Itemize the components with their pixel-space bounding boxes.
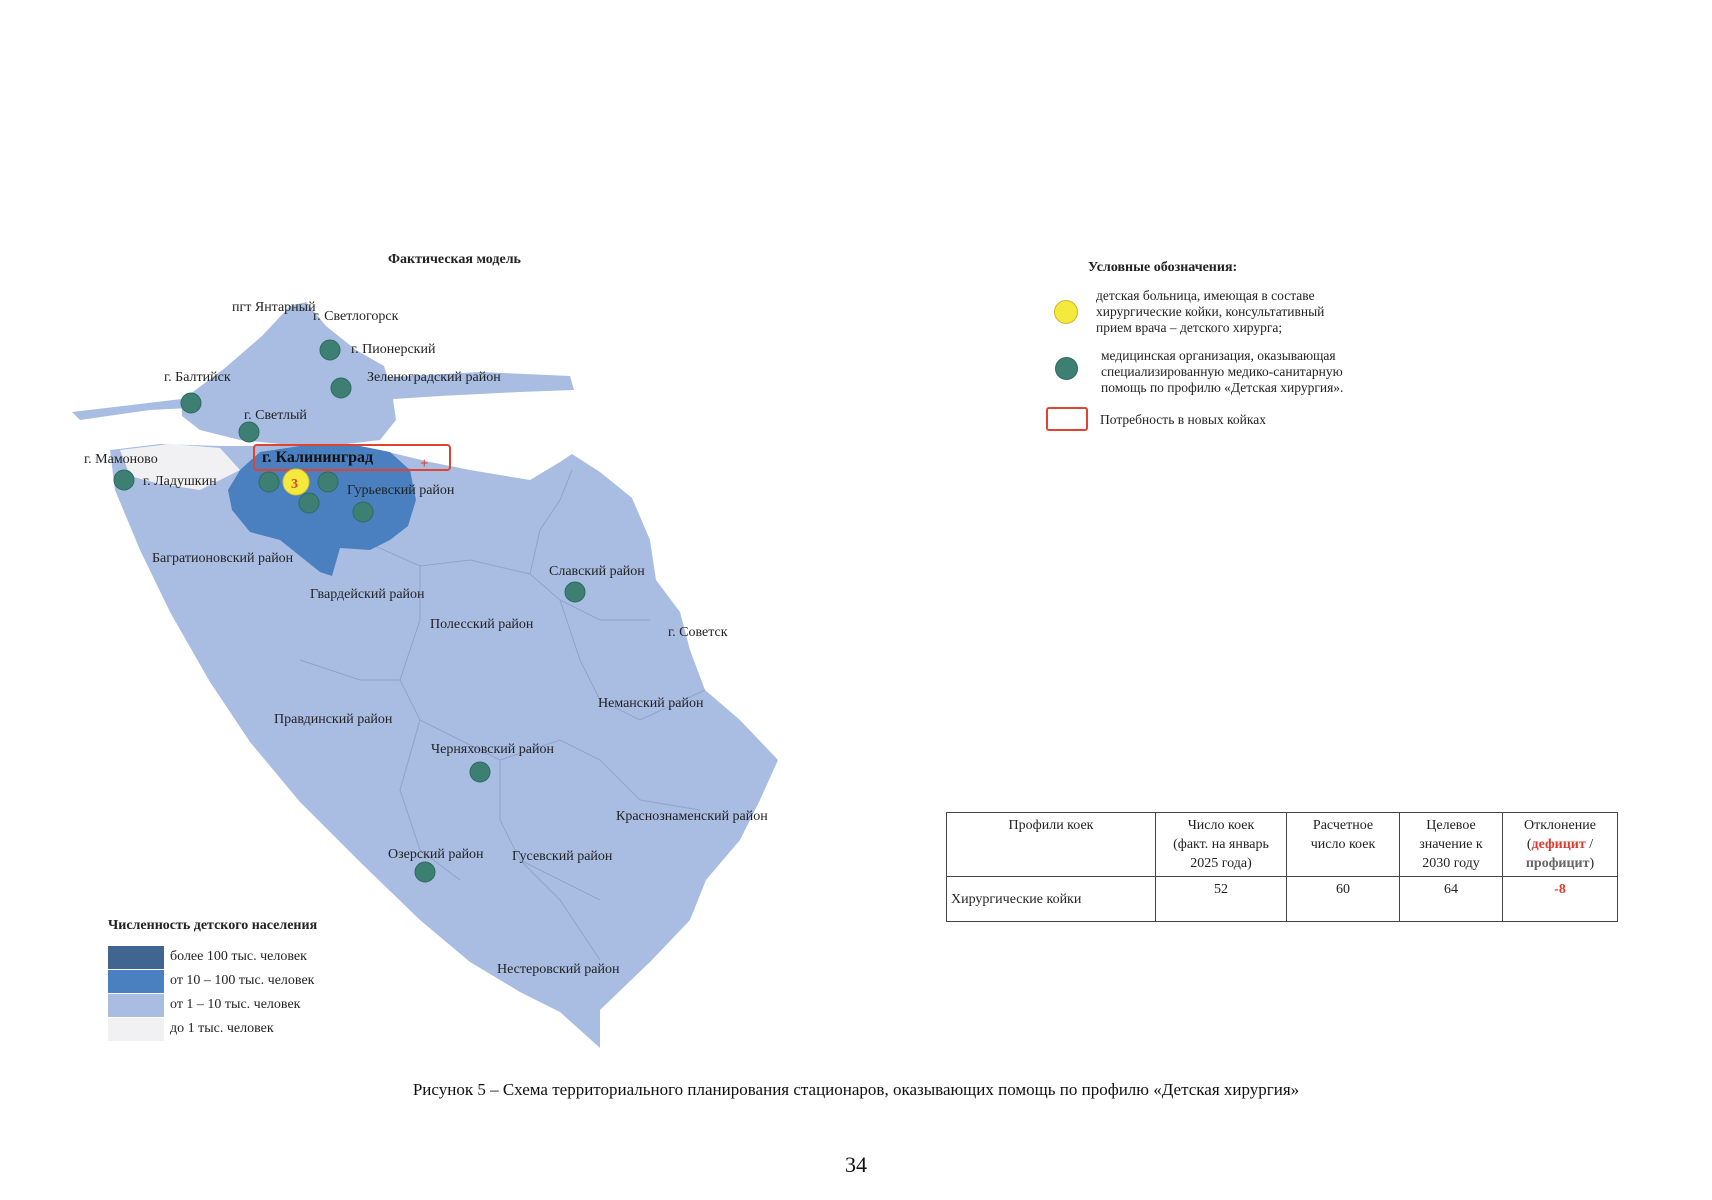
header-profile: Профили коек bbox=[947, 813, 1156, 877]
population-swatch bbox=[108, 946, 164, 969]
legend-org-text bbox=[1101, 348, 1343, 396]
beds-table-header bbox=[947, 813, 1618, 877]
population-label: до 1 тыс. человек bbox=[170, 1021, 274, 1036]
figure-caption: Рисунок 5 – Схема территориального планирования стационаров, оказывающих помощь по профилю «Детская хирургия» bbox=[412, 1080, 1300, 1099]
header-calc: Расчетное число коек bbox=[1287, 813, 1400, 877]
legend-org-dot bbox=[1055, 357, 1078, 380]
label-sovetsk: г. Советск bbox=[668, 625, 728, 640]
population-label: от 10 – 100 тыс. человек bbox=[170, 973, 315, 988]
cell-deviation: -8 bbox=[1503, 877, 1618, 922]
label-svetly: г. Светлый bbox=[244, 408, 307, 423]
cell-calc: 60 bbox=[1287, 877, 1400, 922]
legend-hospital-text bbox=[1096, 288, 1324, 336]
label-polessky: Полесский район bbox=[430, 617, 534, 632]
label-kaliningrad: г. Калининград bbox=[262, 449, 374, 466]
label-svetlogorsk: г. Светлогорск bbox=[313, 309, 399, 324]
population-swatch bbox=[108, 994, 164, 1017]
org-dot-pionersky bbox=[320, 340, 340, 360]
kaliningrad-need-mark: + bbox=[420, 456, 429, 472]
org-dot-kaliningrad-2 bbox=[318, 472, 338, 492]
legend-hospital-line3: прием врача – детского хирурга; bbox=[1096, 320, 1283, 335]
org-dot-mamonovo bbox=[114, 470, 134, 490]
legend-need-box bbox=[1046, 407, 1088, 431]
label-guryevsky: Гурьевский район bbox=[347, 483, 455, 498]
label-krasnoznamensky: Краснознаменский район bbox=[616, 809, 768, 824]
legend-title: Условные обозначения: bbox=[1088, 260, 1238, 275]
population-legend-item bbox=[108, 1018, 468, 1042]
label-baltiysk: г. Балтийск bbox=[164, 370, 231, 385]
population-label: от 1 – 10 тыс. человек bbox=[170, 997, 301, 1012]
label-gusevsky: Гусевский район bbox=[512, 849, 613, 864]
label-ladushkin: г. Ладушкин bbox=[143, 474, 217, 489]
label-gvardeysky: Гвардейский район bbox=[310, 587, 425, 602]
legend-hospital-dot bbox=[1054, 300, 1078, 324]
org-dot-kaliningrad-1 bbox=[259, 472, 279, 492]
label-mamonovo: г. Мамоново bbox=[84, 452, 158, 467]
page-number: 34 bbox=[845, 1152, 867, 1177]
cell-actual: 52 bbox=[1156, 877, 1287, 922]
legend-need-text: Потребность в новых койках bbox=[1100, 412, 1266, 427]
table-row bbox=[947, 877, 1618, 922]
population-legend-item bbox=[108, 970, 468, 994]
header-target: Целевое значение к 2030 году bbox=[1400, 813, 1503, 877]
label-ozersky: Озерский район bbox=[388, 847, 484, 862]
beds-table bbox=[946, 812, 1618, 922]
population-swatch bbox=[108, 970, 164, 993]
population-legend-item bbox=[108, 946, 468, 970]
population-swatch bbox=[108, 1018, 164, 1041]
population-legend-title: Численность детского населения bbox=[108, 918, 318, 933]
legend-org-line2: специализированную медико-санитарную bbox=[1101, 364, 1343, 379]
cell-target: 64 bbox=[1400, 877, 1503, 922]
label-yantarny: пгт Янтарный bbox=[232, 300, 316, 315]
population-label: более 100 тыс. человек bbox=[170, 949, 307, 964]
label-pionersky: г. Пионерский bbox=[351, 342, 436, 357]
label-slavsky: Славский район bbox=[549, 564, 645, 579]
label-zelenogradsky: Зеленоградский район bbox=[367, 370, 501, 385]
org-dot-kaliningrad-3 bbox=[299, 493, 319, 513]
label-nemansky: Неманский район bbox=[598, 696, 704, 711]
org-dot-baltiysk bbox=[181, 393, 201, 413]
legend-org-line3: помощь по профилю «Детская хирургия». bbox=[1101, 380, 1344, 395]
legend-hospital-line2: хирургические койки, консультативный bbox=[1096, 304, 1325, 319]
legend-org-line1: медицинская организация, оказывающая bbox=[1101, 348, 1336, 363]
label-bagrationovsky: Багратионовский район bbox=[152, 551, 294, 566]
map-title: Фактическая модель bbox=[388, 252, 521, 267]
population-legend-item bbox=[108, 994, 468, 1018]
header-actual: Число коек (факт. на январь 2025 года) bbox=[1156, 813, 1287, 877]
cell-profile: Хирургические койки bbox=[947, 877, 1156, 922]
label-pravdinsky: Правдинский район bbox=[274, 712, 393, 727]
org-dot-zelenogradsky bbox=[331, 378, 351, 398]
header-deviation: Отклонение (дефицит / профицит) bbox=[1503, 813, 1618, 877]
org-dot-slavsky bbox=[565, 582, 585, 602]
org-dot-svetly bbox=[239, 422, 259, 442]
legend-hospital-line1: детская больница, имеющая в составе bbox=[1096, 288, 1315, 303]
org-dot-chernyakhovsky bbox=[470, 762, 490, 782]
org-dot-ozersky bbox=[415, 862, 435, 882]
org-dot-guryevsky bbox=[353, 502, 373, 522]
label-nesterovsky: Нестеровский район bbox=[497, 962, 620, 977]
children-hospital-count: 3 bbox=[291, 477, 298, 492]
label-chernyakhovsky: Черняховский район bbox=[431, 742, 554, 757]
